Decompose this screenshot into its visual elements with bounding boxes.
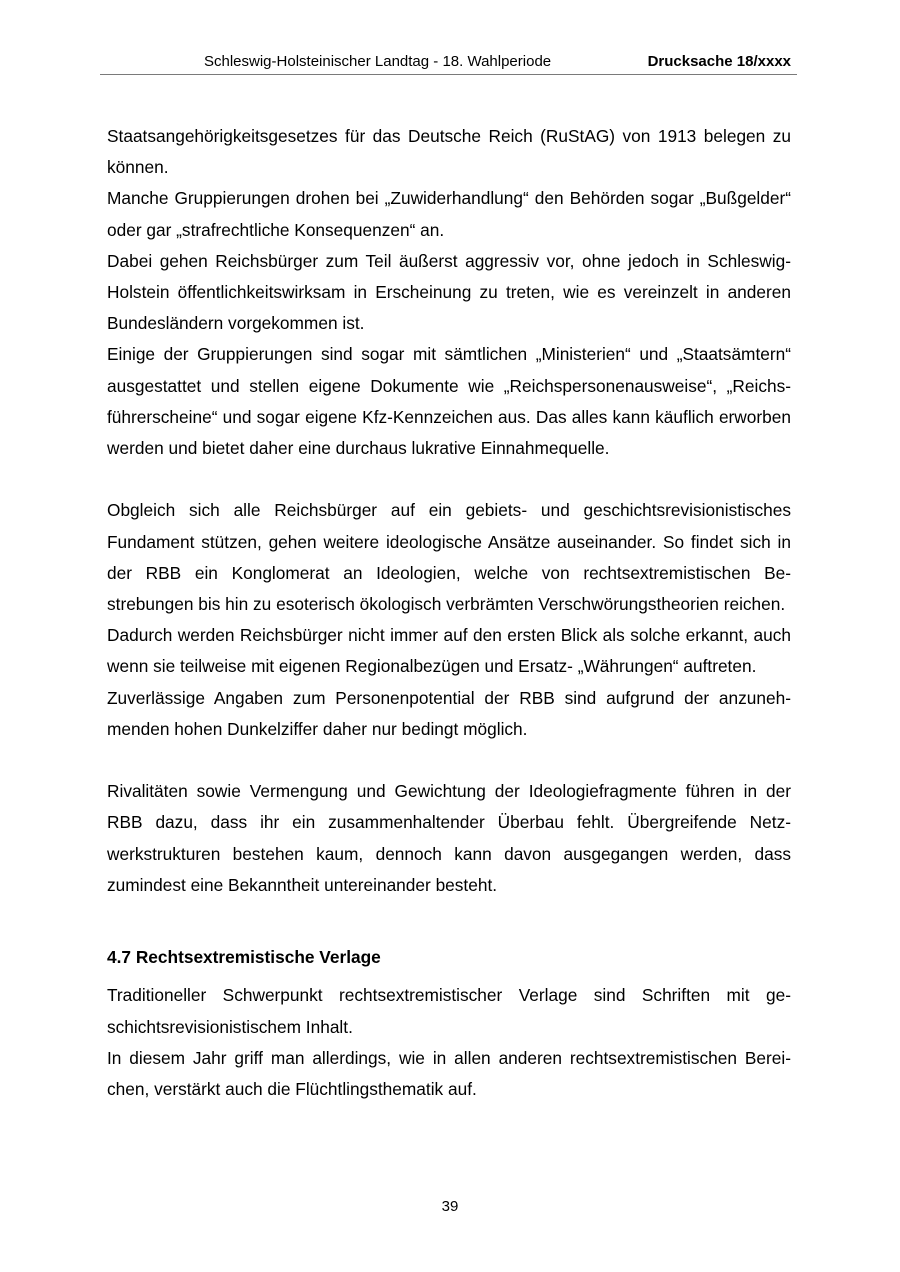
paragraph: Traditioneller Schwerpunkt rechtsextremistischer Verlage sind Schriften mit geschichtsrevisionistischem Inhalt. xyxy=(107,985,791,1037)
body-text xyxy=(107,121,791,1105)
paragraph-spacer xyxy=(107,745,791,776)
section-heading: 4.7 Rechtsextremistische Verlage xyxy=(107,947,381,968)
header-doc-number: Drucksache 18/xxxx xyxy=(647,53,791,70)
page-number: 39 xyxy=(441,1198,459,1215)
paragraph-spacer xyxy=(107,901,791,932)
page-header xyxy=(100,52,797,75)
paragraph: Dabei gehen Reichsbürger zum Teil äußerst aggressiv vor, ohne jedoch in Schleswig-Holstein öffentlichkeitswirksam in Erscheinung zu treten, wie es vereinzelt in anderen Bundesländern vorgekommen ist. xyxy=(107,250,791,334)
paragraph: Zuverlässige Angaben zum Personenpotential der RBB sind aufgrund der anzunehmenden hohen Dunkelziffer daher nur bedingt möglich. xyxy=(107,687,791,739)
paragraph: Staatsangehörigkeitsgesetzes für das Deutsche Reich (RuStAG) von 1913 belegen zu können. xyxy=(107,126,791,178)
paragraph: Manche Gruppierungen drohen bei „Zuwiderhandlung“ den Behörden sogar „Bußgelder“ oder gar „strafrechtliche Konsequenzen“ an. xyxy=(107,188,791,240)
paragraph: Obgleich sich alle Reichsbürger auf ein gebiets- und geschichtsrevisionistisches Fundament stützen, gehen weitere ideologische Ansätze auseinander. So findet sich in der RBB ein Konglomerat an Ideologien, welche von rechtsextremistischen Bestrebungen bis hin zu esoterisch ökologisch verbrämten Verschwörungstheorien reichen. xyxy=(107,500,791,615)
paragraph: In diesem Jahr griff man allerdings, wie in allen anderen rechtsextremistischen Bereichen, verstärkt auch die Flüchtlingsthematik auf. xyxy=(107,1047,791,1100)
header-title: Schleswig-Holsteinischer Landtag - 18. Wahlperiode xyxy=(204,53,552,70)
paragraph-spacer xyxy=(107,464,791,495)
paragraph: Dadurch werden Reichsbürger nicht immer auf den ersten Blick als solche erkannt, auch wenn sie teilweise mit eigenen Regionalbezügen und Ersatz- „Währungen“ auftreten. xyxy=(107,625,791,677)
paragraph: Rivalitäten sowie Vermengung und Gewichtung der Ideologiefragmente führen in der RBB dazu, dass ihr ein zusammenhaltender Überbau fehlt. Übergreifende Netzwerkstrukturen bestehen kaum, dennoch kann davon ausgegangen werden, dass zumindest eine Bekanntheit untereinander besteht. xyxy=(107,781,791,895)
paragraph: Einige der Gruppierungen sind sogar mit sämtlichen „Ministerien“ und „Staatsämtern“ ausgestattet und stellen eigene Dokumente wie „Reichspersonenausweise“, „Reichsführerscheine“ und sogar eigene Kfz-Kennzeichen aus. Das alles kann käuflich erworben werden und bietet daher eine durchaus lukrative Einnahmequelle. xyxy=(107,344,791,459)
